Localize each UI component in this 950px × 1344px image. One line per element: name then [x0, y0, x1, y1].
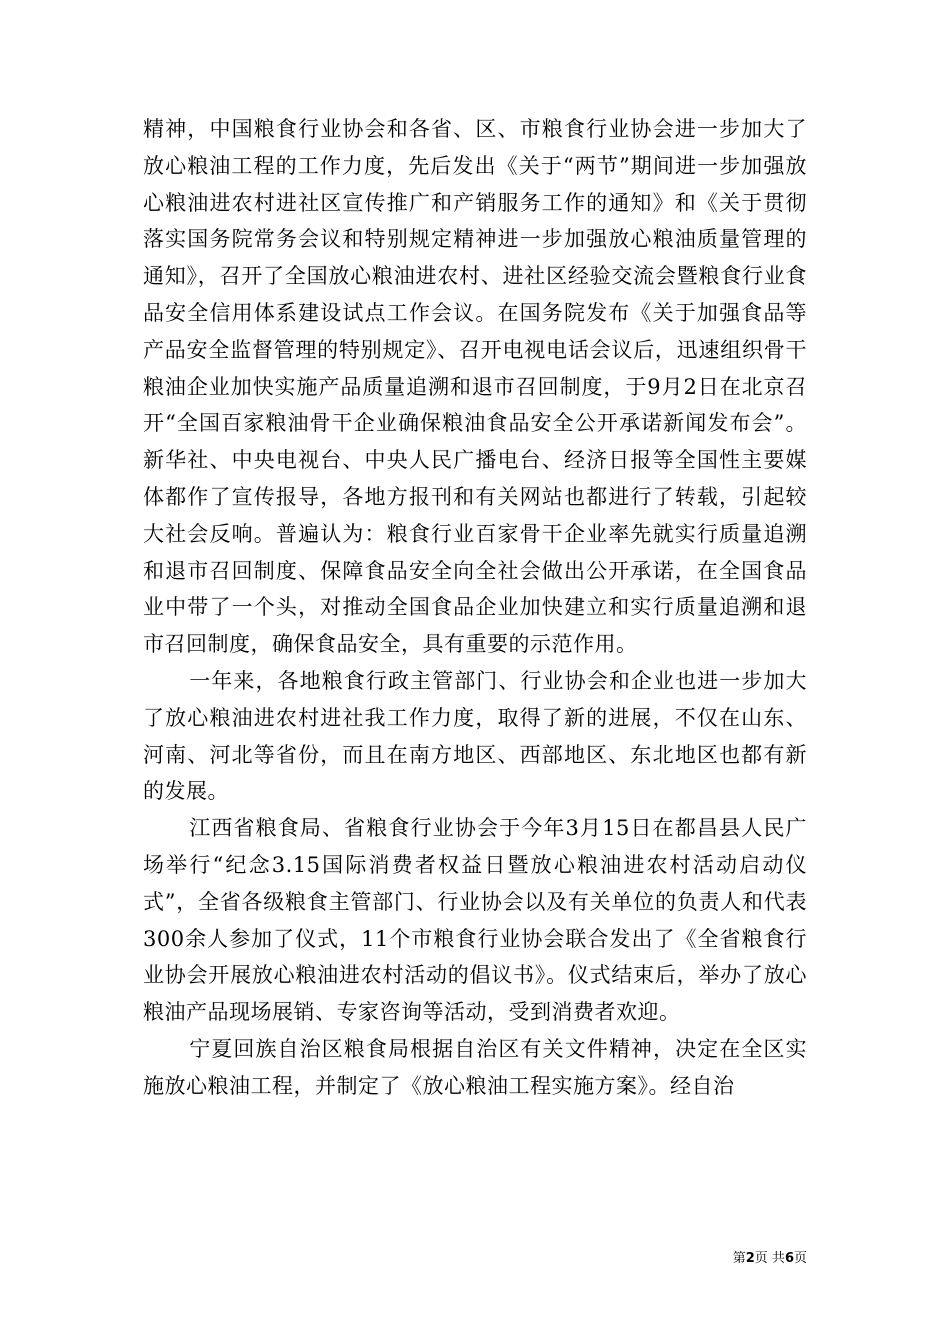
footer-prefix: 第 — [732, 1251, 746, 1266]
total-pages-number: 6 — [784, 1251, 794, 1266]
footer-middle: 页 共 — [754, 1251, 785, 1266]
body-text — [143, 111, 807, 1105]
page-footer — [733, 1251, 807, 1267]
footer-suffix: 页 — [793, 1251, 807, 1266]
paragraph-3: 江西省粮食局、省粮食行业协会于今年3月15日在都昌县人民广场举行“纪念3.15国际消费者权益日暨放心粮油进农村活动启动仪式”，全省各级粮食主管部门、行业协会以及有关单位的负责人和代表300余人参加了仪式，11个市粮食行业协会联合发出了《全省粮食行业协会开展放心粮油进农村活动的倡议书》。仪式结束后，举办了放心粮油产品现场展销、专家咨询等活动，受到消费者欢迎。 — [143, 816, 807, 1025]
paragraph-4: 宁夏回族自治区粮食局根据自治区有关文件精神，决定在全区实施放心粮油工程，并制定了《放心粮油工程实施方案》。经自治 — [143, 1036, 807, 1098]
paragraph-2: 一年来，各地粮食行政主管部门、行业协会和企业也进一步加大了放心粮油进农村进社我工作力度，取得了新的进展，不仅在山东、河南、河北等省份，而且在南方地区、西部地区、东北地区也都有新的发展。 — [143, 668, 807, 804]
current-page-number: 2 — [745, 1251, 755, 1266]
paragraph-1: 精神，中国粮食行业协会和各省、区、市粮食行业协会进一步加大了放心粮油工程的工作力度，先后发出《关于“两节”期间进一步加强放心粮油进农村进社区宣传推广和产销服务工作的通知》和《关于贯彻落实国务院常务会议和特别规定精神进一步加强放心粮油质量管理的通知》，召开了全国放心粮油进农村、进社区经验交流会暨粮食行业食品安全信用体系建设试点工作会议。在国务院发布《关于加强食品等产品安全监督管理的特别规定》、召开电视电话会议后，迅速组织骨干粮油企业加快实施产品质量追溯和退市召回制度，于9月2日在北京召开“全国百家粮油骨干企业确保粮油食品安全公开承诺新闻发布会”。新华社、中央电视台、中央人民广播电台、经济日报等全国性主要媒体都作了宣传报导，各地方报刊和有关网站也都进行了转载，引起较大社会反响。普遍认为：粮食行业百家骨干企业率先就实行质量追溯和退市召回制度、保障食品安全向全社会做出公开承诺，在全国食品业中带了一个头，对推动全国食品企业加快建立和实行质量追溯和退市召回制度，确保食品安全，具有重要的示范作用。 — [143, 117, 807, 657]
